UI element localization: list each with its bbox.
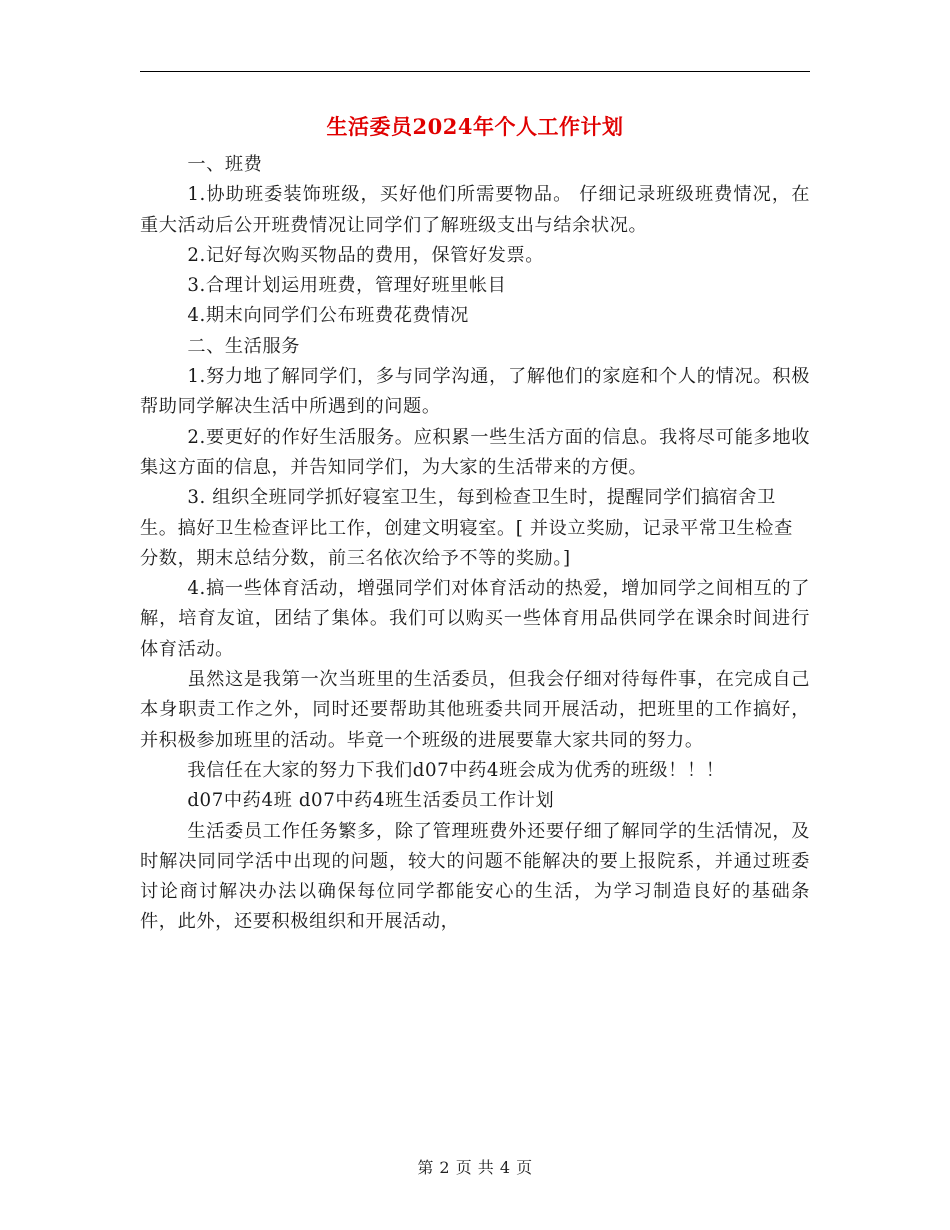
paragraph: 3. 组织全班同学抓好寝室卫生，每到检查卫生时，提醒同学们搞宿舍卫生。搞好卫生检查评比工作，创建文明寝室。[ 并设立奖励，记录平常卫生检查分数，期末总结分数，前三名依次给予不等的奖励。]	[140, 487, 793, 569]
paragraph: 虽然这是我第一次当班里的生活委员，但我会仔细对待每件事，在完成自己本身职责工作之外，同时还要帮助其他班委共同开展活动，把班里的工作搞好，并积极参加班里的活动。毕竟一个班级的进展要靠大家共同的努力。	[140, 669, 810, 751]
paragraph: 3.合理计划运用班费，管理好班里帐目	[187, 275, 507, 297]
paragraph: 我信任在大家的努力下我们d07中药4班会成为优秀的班级！！！	[187, 759, 725, 781]
paragraph: 2.要更好的作好生活服务。应积累一些生活方面的信息。我将尽可能多地收集这方面的信息，并告知同学们，为大家的生活带来的方便。	[140, 426, 810, 478]
paragraph: 1.协助班委装饰班级，买好他们所需要物品。 仔细记录班级班费情况，在重大活动后公开班费情况让同学们了解班级支出与结余状况。	[140, 184, 810, 236]
paragraph: d07中药4班 d07中药4班生活委员工作计划	[187, 790, 555, 812]
document-body	[140, 150, 810, 938]
paragraph: 生活委员工作任务繁多，除了管理班费外还要仔细了解同学的生活情况，及时解决同同学活中出现的问题，较大的问题不能解决的要上报院系，并通过班委讨论商讨解决办法以确保每位同学都能安心的生活，为学习制造良好的基础条件，此外，还要积极组织和开展活动，	[140, 820, 810, 933]
paragraph: 2.记好每次购买物品的费用，保管好发票。	[187, 244, 545, 266]
paragraph: 1.努力地了解同学们，多与同学沟通，了解他们的家庭和个人的情况。积极帮助同学解决生活中所遇到的问题。	[140, 366, 810, 418]
page-number: 第 2 页 共 4 页	[417, 1158, 533, 1177]
section-heading-life-service: 二、生活服务	[187, 335, 301, 357]
paragraph: 4.搞一些体育活动，增强同学们对体育活动的热爱，增加同学之间相互的了解，培育友谊，团结了集体。我们可以购买一些体育用品供同学在课余时间进行体育活动。	[140, 578, 810, 660]
section-heading-class-fee: 一、班费	[187, 154, 263, 175]
paragraph: 4.期末向同学们公布班费花费情况	[187, 305, 469, 327]
document-title: 生活委员2024年个人工作计划	[326, 114, 624, 139]
header-rule	[140, 71, 810, 72]
